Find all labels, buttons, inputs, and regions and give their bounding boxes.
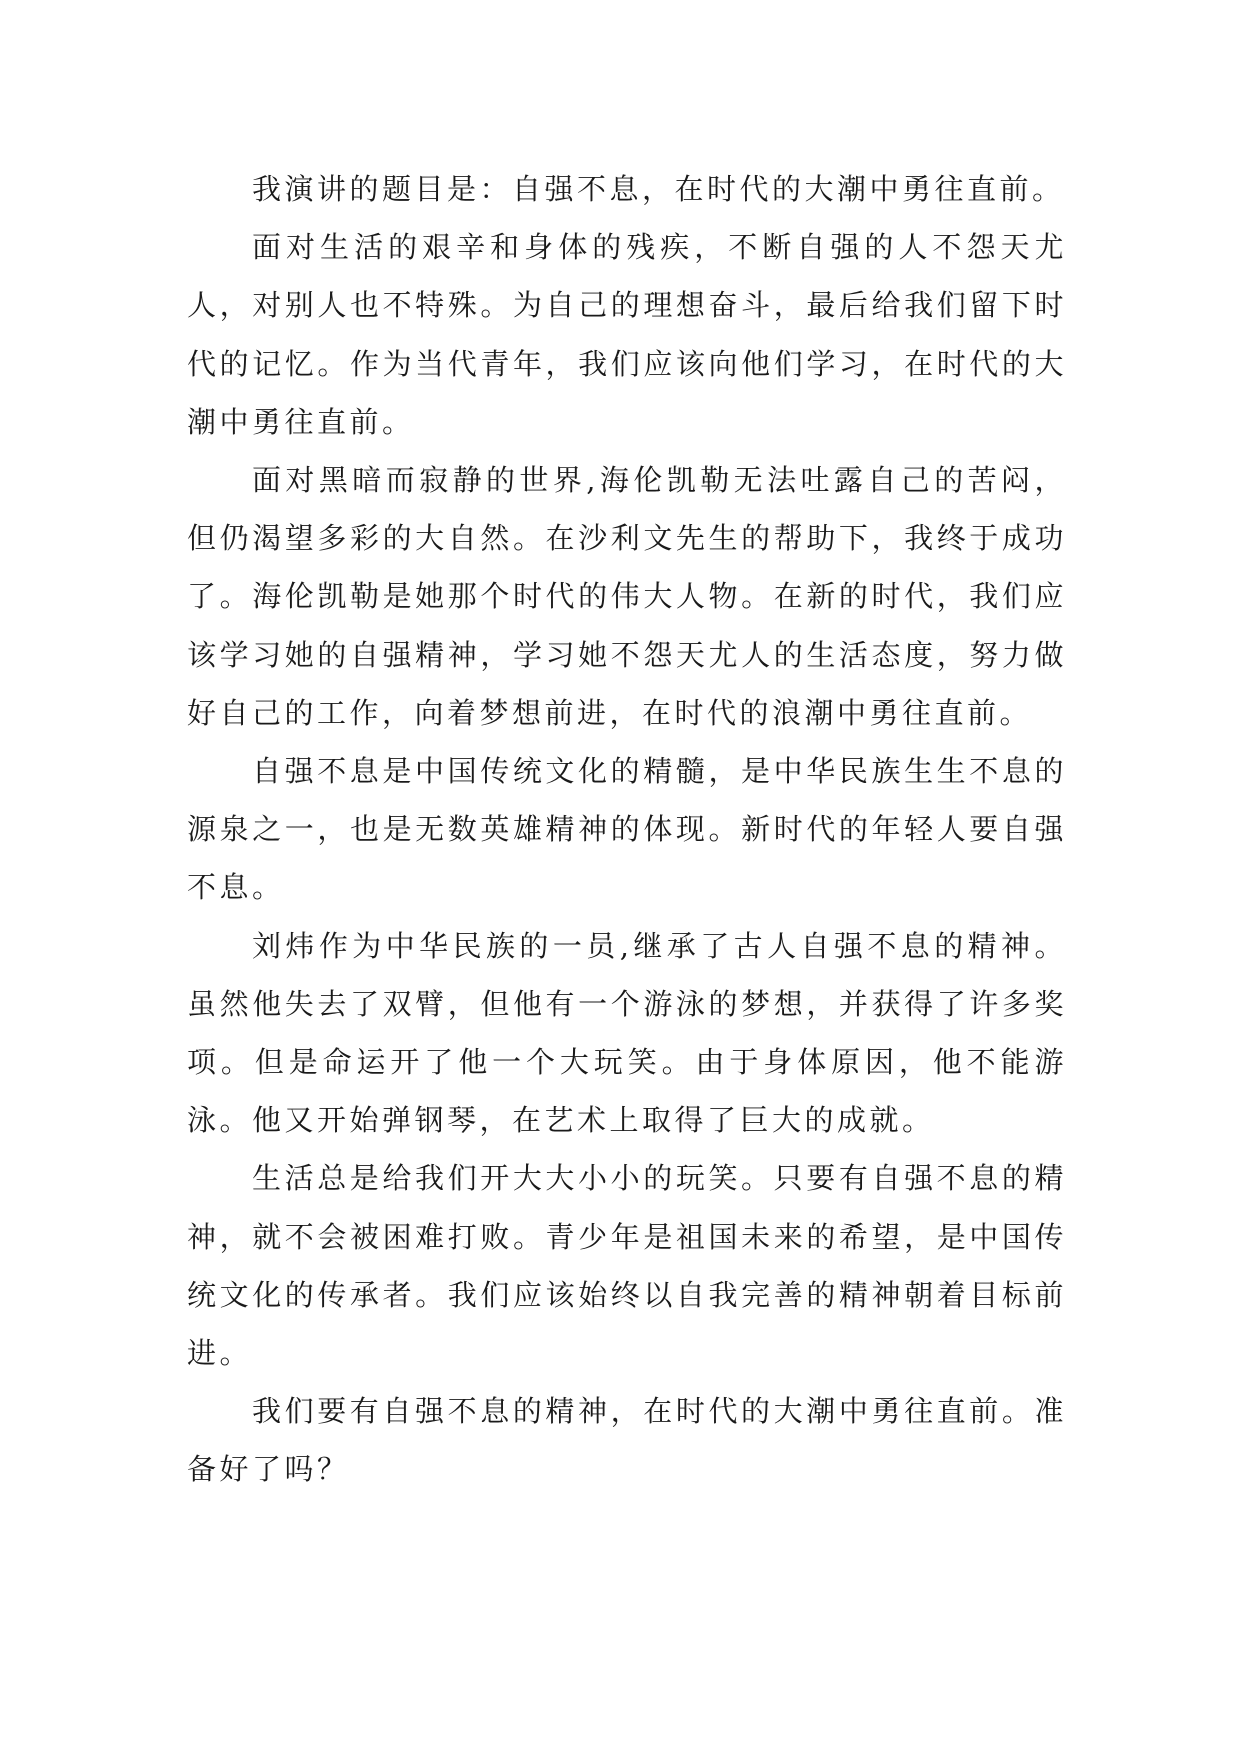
paragraph-5: 刘炜作为中华民族的一员,继承了古人自强不息的精神。虽然他失去了双臂，但他有一个游泳的梦想，并获得了许多奖项。但是命运开了他一个大玩笑。由于身体原因，他不能游泳。他又开始弹钢琴，在艺术上取得了巨大的成就。 <box>187 928 1067 1138</box>
paragraph-7: 我们要有自强不息的精神，在时代的大潮中勇往直前。准备好了吗？ <box>187 1394 1067 1487</box>
speech-text <box>187 160 1067 1499</box>
paragraph-2: 面对生活的艰辛和身体的残疾，不断自强的人不怨天尤人，对别人也不特殊。为自己的理想奋斗，最后给我们留下时代的记忆。作为当代青年，我们应该向他们学习，在时代的大潮中勇往直前。 <box>187 230 1067 439</box>
paragraph-1: 我演讲的题目是：自强不息，在时代的大潮中勇往直前。 <box>252 172 1065 206</box>
paragraph-3: 面对黑暗而寂静的世界,海伦凯勒无法吐露自己的苦闷，但仍渴望多彩的大自然。在沙利文先生的帮助下，我终于成功了。海伦凯勒是她那个时代的伟大人物。在新的时代，我们应该学习她的自强精神，学习她不怨天尤人的生活态度，努力做好自己的工作，向着梦想前进，在时代的浪潮中勇往直前。 <box>187 463 1067 730</box>
paragraph-4: 自强不息是中国传统文化的精髓，是中华民族生生不息的源泉之一，也是无数英雄精神的体现。新时代的年轻人要自强不息。 <box>187 754 1067 905</box>
paragraph-6: 生活总是给我们开大大小小的玩笑。只要有自强不息的精神，就不会被困难打败。青少年是祖国未来的希望，是中国传统文化的传承者。我们应该始终以自我完善的精神朝着目标前进。 <box>187 1161 1067 1371</box>
